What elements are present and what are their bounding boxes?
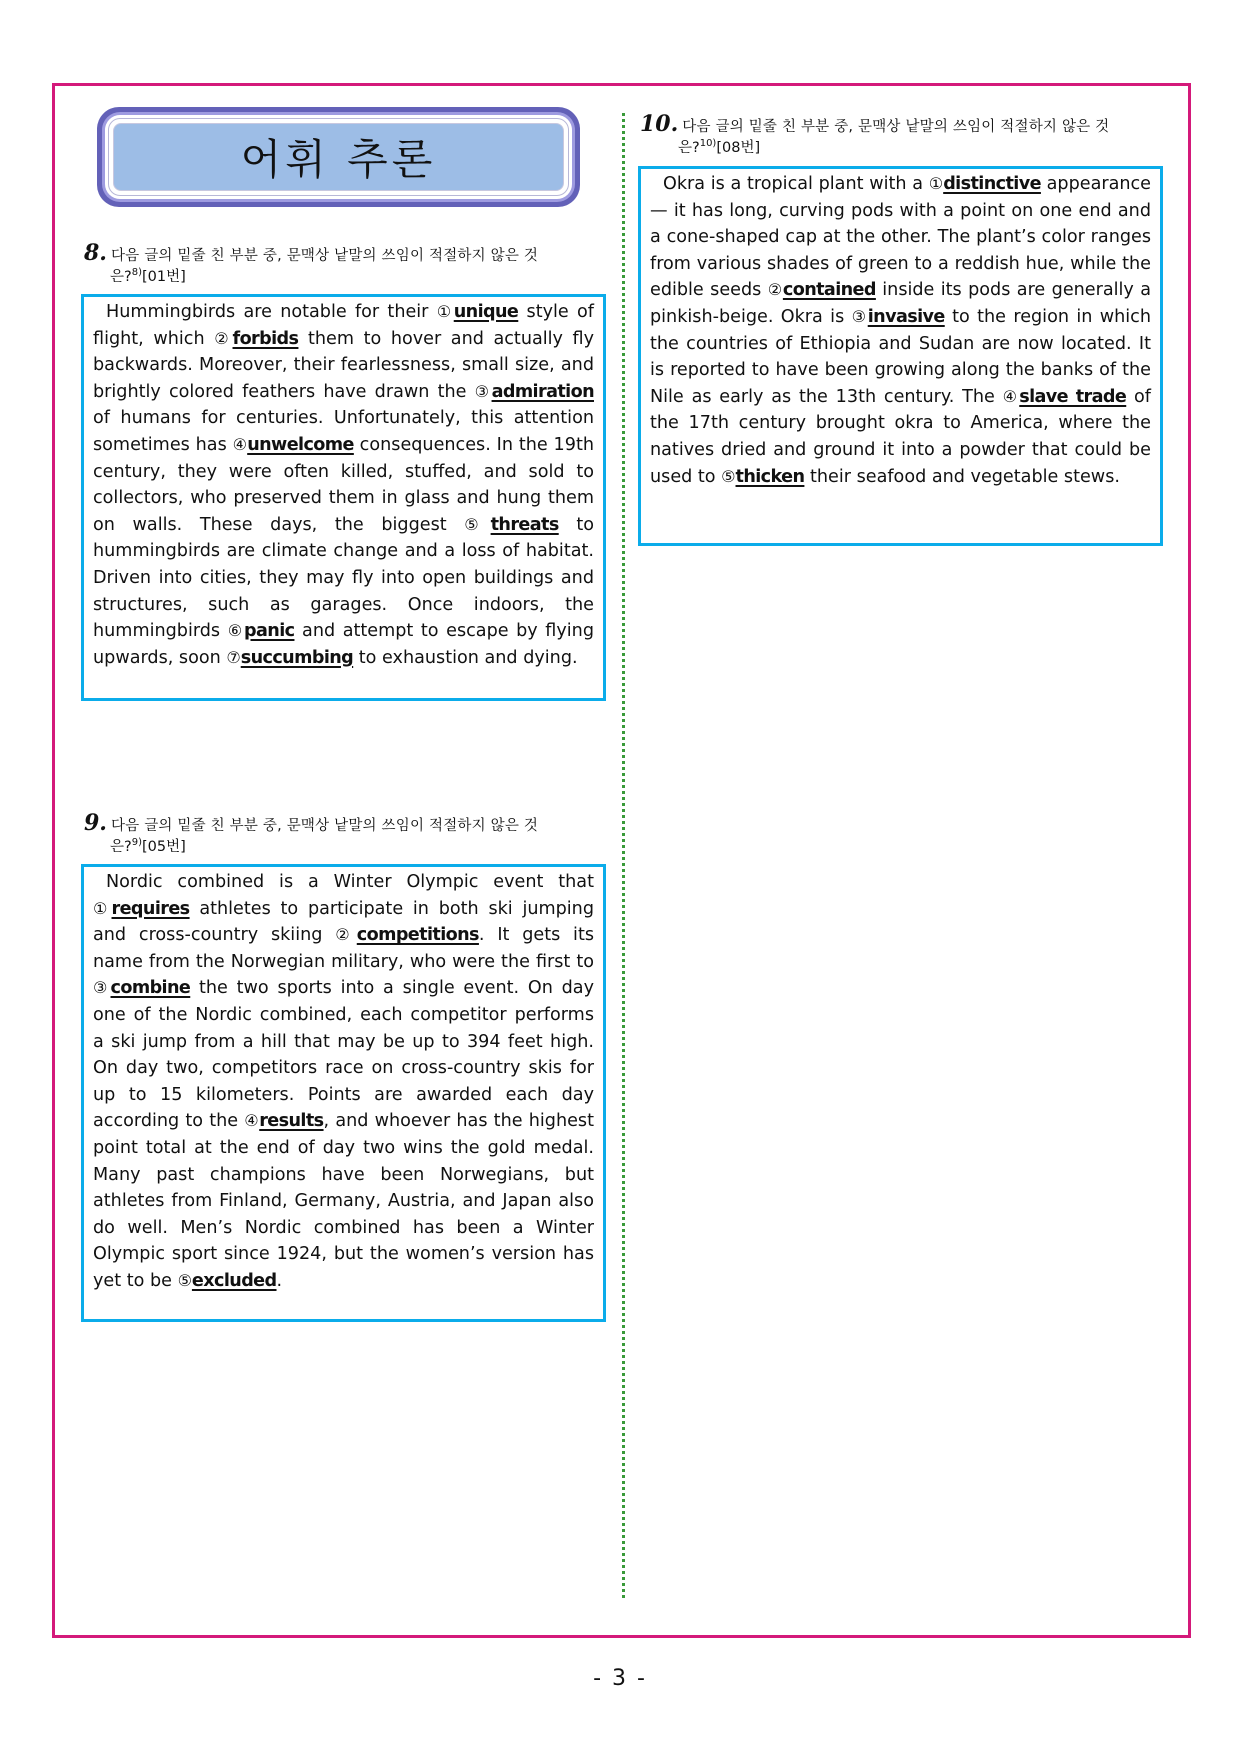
passage-text: Okra is a tropical plant with a ①distinctive appearance — it has long, curving pods with a point on one end and a cone-shaped cap at the other. The plant’s color ranges from various shades of green to a reddish hue, while the edible seeds ②contained inside its pods are generally a pinkish-beige. Okra is ③invasive to the region in which the countries of Ethiopia and Sudan are now located. It is reported to have been growing along the banks of the Nile as early as the 13th century. The ④slave trade of the 17th century brought okra to America, where the natives dried and ground it into a powder that could be used to ⑤thicken their seafood and vegetable stews. — [650, 174, 1152, 487]
question-prompt: 다음 글의 밑줄 친 부분 중, 문맥상 낱말의 쓰임이 적절하지 않은 것 — [110, 248, 539, 264]
choice-number: ⑤ — [464, 514, 491, 534]
underlined-choice: competitions — [356, 925, 479, 946]
underlined-choice: panic — [244, 621, 295, 642]
underlined-choice: results — [259, 1111, 324, 1132]
underlined-choice: unwelcome — [247, 434, 354, 455]
question-prompt-end: 은? — [110, 839, 132, 855]
footnote-marker: 8) — [131, 267, 142, 279]
choice-number: ③ — [474, 381, 492, 401]
underlined-choice: combine — [110, 978, 191, 999]
question-prompt: 다음 글의 밑줄 친 부분 중, 문맥상 낱말의 쓰임이 적절하지 않은 것 — [110, 818, 539, 834]
footnote-marker: 9) — [131, 837, 142, 849]
passage-text: Hummingbirds are notable for their ①unique style of flight, which ②forbids them to hover and actually fly backwards. Moreover, their fearlessness, small size, and brightly colored feathers have drawn the ③admiration of humans for centuries. Unfortunately, this attention sometimes has ④unwelcome consequences. In the 19th century, they were often killed, stuffed, and sold to collectors, who preserved them in glass and hung them on walls. These days, the biggest ⑤threats to hummingbirds are climate change and a loss of habitat. Driven into cities, they may fly into open buildings and structures, such as garages. Once indoors, the hummingbirds ⑥panic and attempt to escape by flying upwards, soon ⑦succumbing to exhaustion and dying. — [93, 302, 595, 668]
choice-number: ⑦ — [226, 647, 241, 667]
question-number: 9. — [84, 810, 107, 836]
choice-number: ⑤ — [177, 1270, 192, 1290]
underlined-choice: unique — [453, 302, 519, 322]
question-prompt: 다음 글의 밑줄 친 부분 중, 문맥상 낱말의 쓰임이 적절하지 않은 것 — [682, 119, 1110, 135]
section-title: 어휘 추론 — [113, 123, 564, 191]
choice-number: ④ — [232, 434, 248, 454]
page-number: - 3 - — [593, 1666, 647, 1691]
choice-number: ② — [214, 328, 233, 348]
underlined-choice: admiration — [491, 381, 594, 402]
question-prompt-end: 은? — [678, 140, 700, 156]
question-10-passage — [638, 166, 1163, 546]
column-divider — [622, 113, 625, 1598]
question-number: 10. — [640, 111, 679, 137]
underlined-choice: distinctive — [943, 174, 1041, 194]
section-title-banner — [97, 107, 580, 207]
choice-number: ⑥ — [227, 621, 245, 641]
choice-number: ⑤ — [721, 466, 736, 486]
footnote-marker: 10) — [699, 138, 717, 150]
underlined-choice: thicken — [735, 466, 805, 487]
choice-number: ③ — [851, 306, 868, 326]
choice-number: ② — [335, 925, 357, 945]
underlined-choice: requires — [111, 898, 190, 919]
question-number: 8. — [84, 240, 107, 266]
question-10-header — [640, 111, 1165, 159]
underlined-choice: excluded — [191, 1270, 277, 1291]
question-source: [01번] — [141, 269, 186, 285]
underlined-choice: succumbing — [240, 647, 354, 668]
underlined-choice: threats — [490, 514, 559, 535]
choice-number: ③ — [93, 978, 111, 998]
question-9-header — [84, 810, 609, 858]
underlined-choice: invasive — [867, 306, 945, 327]
question-8-header — [84, 240, 609, 288]
underlined-choice: slave trade — [1019, 386, 1127, 407]
question-8-passage — [81, 294, 606, 701]
choice-number: ④ — [1002, 386, 1020, 406]
choice-number: ② — [767, 280, 783, 300]
question-9-passage — [81, 864, 606, 1322]
question-source: [08번] — [716, 140, 761, 156]
question-source: [05번] — [141, 839, 186, 855]
choice-number: ① — [436, 302, 454, 321]
choice-number: ① — [928, 174, 944, 193]
choice-number: ④ — [244, 1111, 260, 1131]
choice-number: ① — [93, 898, 112, 918]
passage-text: Nordic combined is a Winter Olympic event that ①requires athletes to participate in both ski jumping and cross-country skiing ②competitions. It gets its name from the Norwegian military, who were the first to ③combine the two sports into a single event. On day one of the Nordic combined, each competitor performs a ski jump from a hill that may be up to 394 feet high. On day two, competitors race on cross-country skis for up to 15 kilometers. Points are awarded each day according to the ④results, and whoever has the highest point total at the end of day two wins the gold medal. Many past champions have been Norwegians, but athletes from Finland, Germany, Austria, and Japan also do well. Men’s Nordic combined has been a Winter Olympic sport since 1924, but the women’s version has yet to be ⑤excluded. — [93, 872, 595, 1291]
underlined-choice: forbids — [232, 328, 299, 349]
question-prompt-end: 은? — [110, 269, 132, 285]
underlined-choice: contained — [782, 280, 876, 301]
